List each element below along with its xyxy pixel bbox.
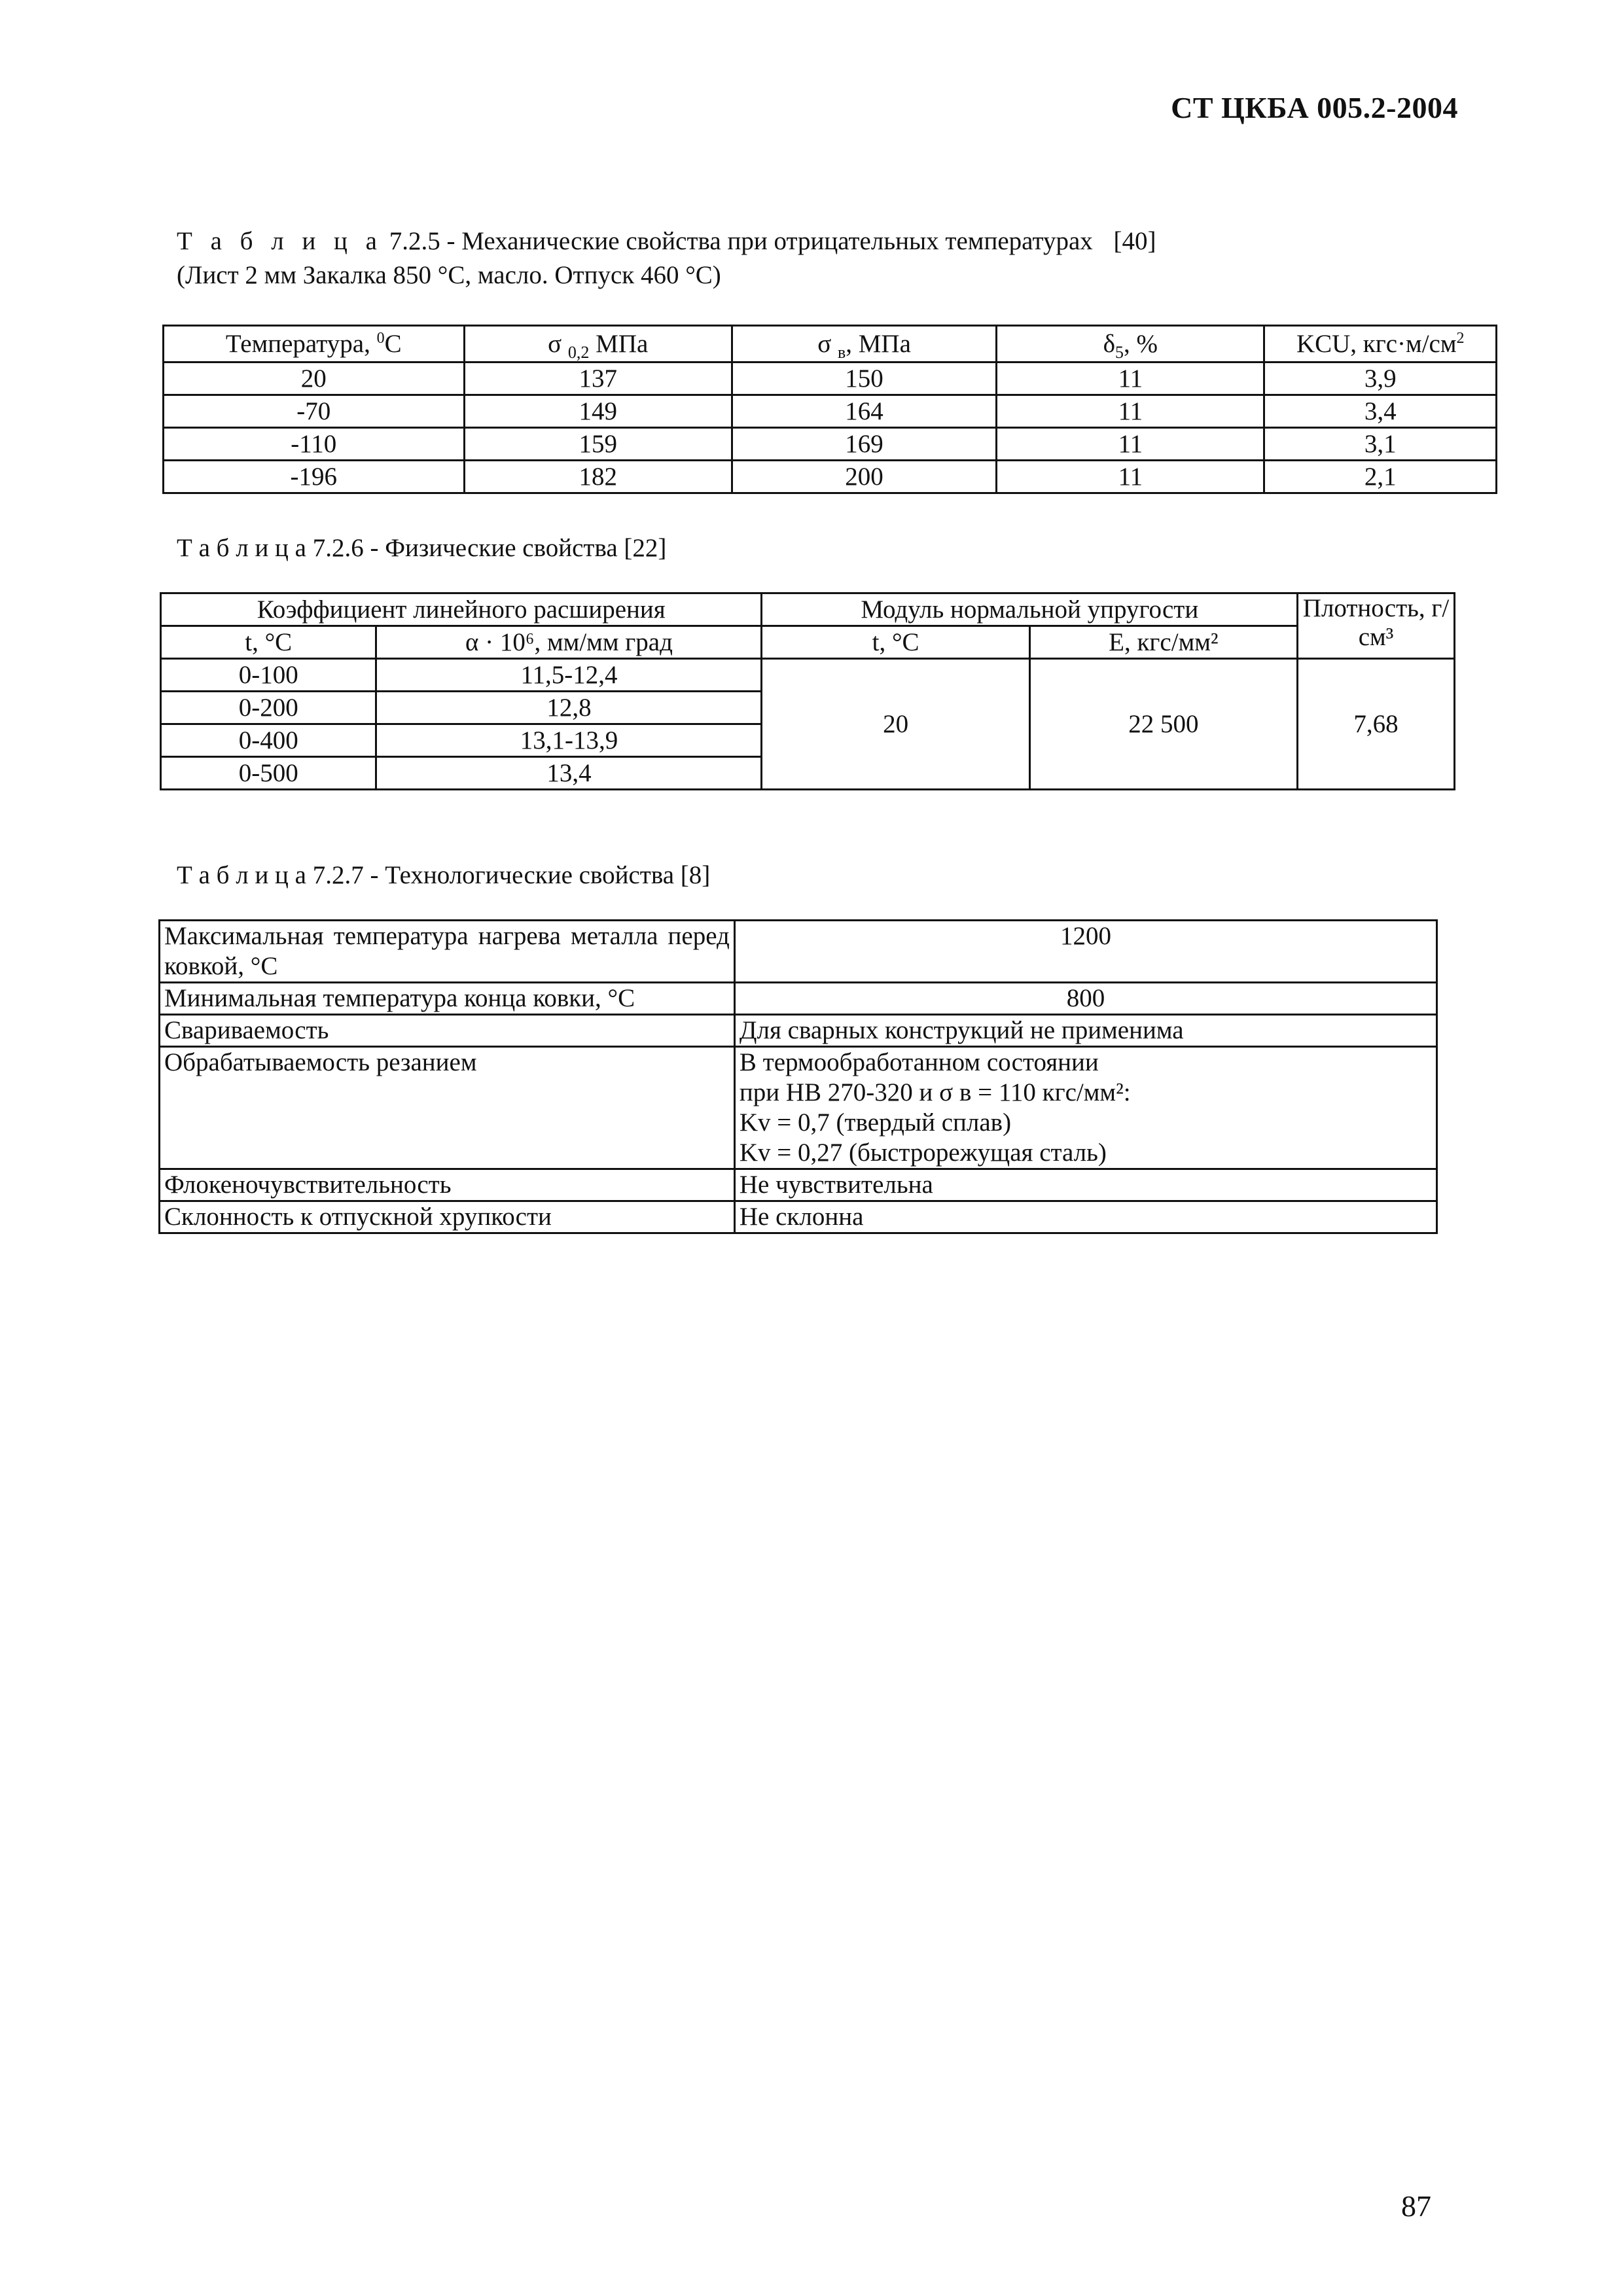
table-cell: 11 [997, 428, 1264, 461]
property-cell: Минимальная температура конца ковки, °С [160, 983, 735, 1015]
table-7-2-5-caption [177, 224, 1156, 292]
table-cell: -110 [164, 428, 465, 461]
table-cell: 164 [732, 395, 996, 428]
table-cell: 13,1-13,9 [376, 724, 762, 757]
value-line: Kv = 0,27 (быстрорежущая сталь) [739, 1139, 1107, 1167]
table-cell: 169 [732, 428, 996, 461]
table-subheader-row [161, 626, 1455, 659]
value-cell: Для сварных конструкций не применима [734, 1015, 1436, 1047]
value-line: при НВ 270-320 и σ в = 110 кгс/мм²: [739, 1078, 1131, 1106]
table-row [164, 362, 1497, 395]
technological-properties-table [158, 919, 1438, 1234]
value-line: В термообработанном состоянии [739, 1048, 1099, 1076]
table-cell: 11,5-12,4 [376, 659, 762, 692]
mechanical-properties-table [162, 325, 1497, 494]
col-elongation: $\delta_5$, % [997, 326, 1264, 362]
table-cell: 3,1 [1264, 428, 1497, 461]
table-title: - Механические свойства при отрицательных температурах [446, 227, 1093, 255]
property-cell: Свариваемость [160, 1015, 735, 1047]
table-cell: 200 [732, 461, 996, 493]
table-row [164, 461, 1497, 493]
modulus-temperature-value: 20 [762, 659, 1029, 790]
table-cell: 11 [997, 461, 1264, 493]
page-number: 87 [1401, 2189, 1431, 2223]
table-group-header-row [161, 593, 1455, 626]
table-7-2-6-caption: Т а б л и ц а 7.2.6 - Физические свойства [22] [177, 534, 667, 562]
value-cell: 1200 [734, 921, 1436, 983]
table-cell: 13,4 [376, 757, 762, 790]
table-cell: 0-200 [161, 692, 376, 724]
property-cell: Склонность к отпускной хрупкости [160, 1201, 735, 1233]
density-value: 7,68 [1298, 659, 1455, 790]
table-cell: 159 [464, 428, 732, 461]
value-cell [734, 1047, 1436, 1169]
table-cell: 3,9 [1264, 362, 1497, 395]
table-row [160, 1047, 1437, 1169]
col-modulus-value: Е, кгс/мм² [1029, 626, 1297, 659]
table-row [161, 659, 1455, 692]
table-row [160, 1169, 1437, 1201]
table-cell: 150 [732, 362, 996, 395]
col-yield-strength: σ $_{0,2}$ МПа [464, 326, 732, 362]
table-row [160, 921, 1437, 983]
table-cell: 20 [164, 362, 465, 395]
table-row [164, 428, 1497, 461]
value-cell: Не склонна [734, 1201, 1436, 1233]
table-cell: 182 [464, 461, 732, 493]
table-label: Т а б л и ц а [177, 227, 383, 255]
table-cell: 12,8 [376, 692, 762, 724]
table-cell: 137 [464, 362, 732, 395]
table-number: 7.2.5 [389, 227, 440, 255]
elastic-modulus-header: Модуль нормальной упругости [762, 593, 1298, 626]
value-cell: 800 [734, 983, 1436, 1015]
value-cell: Не чувствительна [734, 1169, 1436, 1201]
col-modulus-temperature: t, °С [762, 626, 1029, 659]
table-cell: 149 [464, 395, 732, 428]
table-cell: 11 [997, 395, 1264, 428]
table-cell: 2,1 [1264, 461, 1497, 493]
density-header: Плотность, г/см³ [1298, 593, 1455, 659]
table-reference: [40] [1113, 227, 1156, 255]
table-cell: 11 [997, 362, 1264, 395]
table-cell: -196 [164, 461, 465, 493]
col-temperature-range: t, °С [161, 626, 376, 659]
modulus-value: 22 500 [1029, 659, 1297, 790]
col-temperature: Температура, $^0$С [164, 326, 465, 362]
col-tensile-strength: σ $_в$, МПа [732, 326, 996, 362]
table-cell: -70 [164, 395, 465, 428]
table-cell: 0-500 [161, 757, 376, 790]
table-7-2-7-caption: Т а б л и ц а 7.2.7 - Технологические свойства [8] [177, 861, 711, 889]
value-line: Kv = 0,7 (твердый сплав) [739, 1108, 1012, 1137]
table-row [160, 1201, 1437, 1233]
thermal-expansion-header: Коэффициент линейного расширения [161, 593, 762, 626]
table-cell: 0-100 [161, 659, 376, 692]
col-expansion-coefficient: α · 10⁶, мм/мм град [376, 626, 762, 659]
property-cell: Максимальная температура нагрева металла перед ковкой, °С [160, 921, 735, 983]
col-impact-toughness: KCU, $кгс\cdot м/см^2$ [1264, 326, 1497, 362]
property-cell: Обрабатываемость резанием [160, 1047, 735, 1169]
document-code: СТ ЦКБА 005.2-2004 [1171, 91, 1458, 124]
physical-properties-table [160, 592, 1455, 790]
table-header-row [164, 326, 1497, 362]
table-cell: 3,4 [1264, 395, 1497, 428]
table-row [160, 983, 1437, 1015]
table-row [164, 395, 1497, 428]
table-row [160, 1015, 1437, 1047]
table-cell: 0-400 [161, 724, 376, 757]
table-note: (Лист 2 мм Закалка 850 °С, масло. Отпуск 460 °С) [177, 261, 721, 289]
property-cell: Флокеночувствительность [160, 1169, 735, 1201]
